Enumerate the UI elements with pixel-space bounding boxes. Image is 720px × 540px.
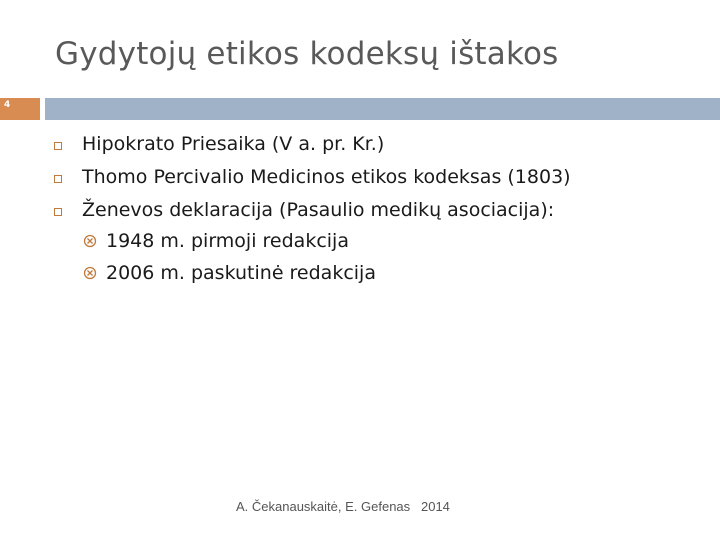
slide-number-box	[0, 98, 40, 120]
hollow-square-icon	[54, 208, 62, 216]
circled-x-icon	[82, 265, 98, 281]
slide-number: 4	[4, 100, 11, 110]
bullet-text: Ženevos deklaracija (Pasaulio medikų asociacija):	[82, 199, 555, 221]
hollow-square-icon	[54, 175, 62, 183]
bullet-text: Hipokrato Priesaika (V a. pr. Kr.)	[82, 133, 385, 155]
footer-text: A. Čekanauskaitė, E. Gefenas 2014	[236, 499, 450, 514]
bullet-text: Thomo Percivalio Medicinos etikos kodeksas (1803)	[82, 166, 571, 188]
circled-x-icon	[82, 233, 98, 249]
slide-title: Gydytojų etikos kodeksų ištakos	[55, 36, 559, 72]
hollow-square-icon	[54, 142, 62, 150]
header-rule-bar	[45, 98, 720, 120]
sub-bullet-text: 2006 m. paskutinė redakcija	[106, 262, 376, 284]
sub-bullet-text: 1948 m. pirmoji redakcija	[106, 230, 349, 252]
